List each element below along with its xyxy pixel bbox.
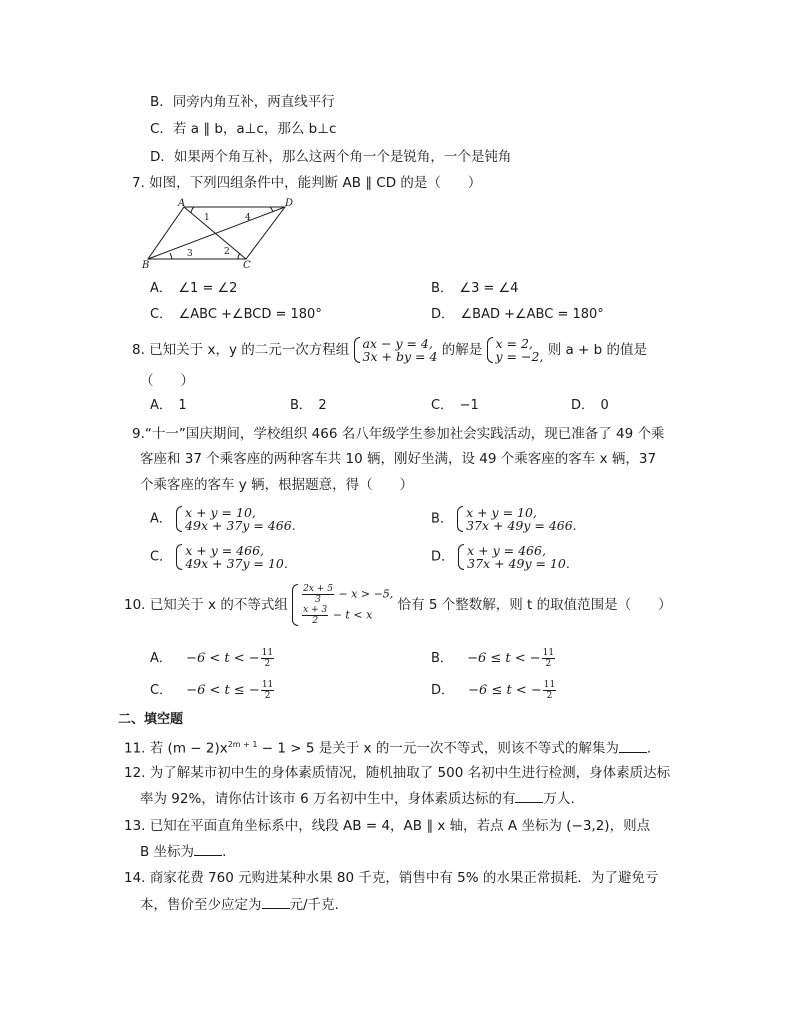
angle-2: 2 (224, 247, 230, 257)
q11-exponent: 2m + 1 (227, 740, 258, 749)
q9-b-row-1: x + y = 10, (466, 505, 537, 520)
q7-parallelogram-figure (142, 198, 302, 274)
q9-option-b (431, 506, 577, 532)
q13-line-1: 13. 已知在平面直角坐标系中，线段 AB = 4，AB ∥ x 轴，若点 A 坐标为 (−3,2)，则点 (124, 818, 651, 834)
q9-a-row-1: x + y = 10, (185, 505, 256, 520)
label-a: A (178, 198, 186, 209)
q9-d-row-2: 37x + 49y = 10. (467, 556, 570, 571)
q10-c-frac: $\frac{11}{2}$ (261, 680, 274, 701)
q9-option-c (150, 544, 288, 570)
q13-line-2-post: . (222, 844, 227, 860)
q8-option-c: C． −1 (431, 398, 479, 413)
q9-line-3: 个乘客座的客车 y 辆，根据题意，得（ ） (140, 477, 414, 493)
angle-4: 4 (245, 213, 251, 223)
q9-c-row-2: 49x + 37y = 10. (185, 556, 288, 571)
q9-b-label: B． (431, 511, 453, 527)
q11-answer-blank[interactable] (619, 740, 647, 753)
q10-b-label: B． (431, 651, 453, 666)
q8-solution (487, 337, 544, 363)
q12-line-1: 12. 为了解某市初中生的身体素质情况，随机抽取了 500 名初中生进行检测，身体素质达标 (124, 765, 671, 781)
diagonal-bd (148, 207, 285, 259)
q10-b-expr: −6 ≤ t < − (467, 651, 541, 666)
q8-system (354, 337, 438, 363)
q10-row-1 (301, 584, 393, 605)
q9-b-system (457, 506, 577, 532)
q13-answer-blank[interactable] (194, 843, 222, 856)
q9-c-label: C． (150, 549, 173, 565)
q9-d-label: D． (431, 549, 455, 565)
label-b: B (142, 260, 150, 270)
q10-frac-2: $\frac{x + 3}{2}$ (303, 605, 328, 626)
q8-mid: 的解是 (441, 342, 483, 358)
q10-a-frac: $\frac{11}{2}$ (261, 648, 274, 669)
q7-option-a: A． ∠1 = ∠2 (150, 281, 238, 296)
q7-option-c: C． ∠ABC +∠BCD = 180° (150, 307, 322, 322)
q10-system (292, 584, 393, 626)
q9-option-d (431, 544, 570, 570)
q12-answer-blank[interactable] (515, 790, 543, 803)
q11-pre: 11. 若 (m − 2)x (124, 740, 228, 757)
q10-a-expr: −6 < t < − (186, 651, 260, 666)
q10-d-label: D． (431, 683, 455, 698)
q10-post: 恰有 5 个整数解，则 t 的取值范围是（ ） (397, 597, 672, 613)
q8-pre: 8. 已知关于 x，y 的二元一次方程组 (132, 342, 350, 358)
q14-line-2-post: 元/千克. (289, 897, 339, 913)
q8-stem (132, 337, 647, 363)
q10-a-label: A． (150, 651, 172, 666)
q9-line-2: 客座和 37 个乘客座的两种客车共 10 辆，刚好坐满，设 49 个乘客座的客车 x 辆，37 (140, 451, 657, 467)
label-c: C (243, 260, 251, 270)
q11-end: . (646, 740, 652, 757)
q14-line-2-pre: 本，售价至少应定为 (140, 897, 262, 913)
q12-line-2 (140, 790, 575, 808)
q9-c-system (176, 544, 288, 570)
q6-option-b: B．同旁内角互补，两直线平行 (150, 94, 335, 110)
angle-3: 3 (187, 249, 193, 259)
q9-a-system (176, 506, 296, 532)
q13-line-2 (140, 843, 226, 861)
q8-sys-row-1: ax − y = 4, (362, 336, 433, 351)
q6-option-c: C．若 a ∥ b，a⊥c，那么 b⊥c (150, 121, 337, 137)
q9-line-1: 9.“十一”国庆期间，学校组织 466 名八年级学生参加社会实践活动，现已准备了 49 个乘 (132, 426, 665, 442)
label-d: D (285, 198, 294, 209)
q10-option-d (431, 680, 557, 701)
q9-c-row-1: x + y = 466, (185, 543, 265, 558)
q10-option-a (150, 648, 275, 669)
diagonal-ac (184, 207, 246, 259)
q14-line-1: 14. 商家花费 760 元购进某种水果 80 千克，销售中有 5% 的水果正常损耗．为了避免亏 (124, 870, 659, 886)
q9-d-system (458, 544, 570, 570)
q10-stem (124, 584, 672, 626)
q10-c-expr: −6 < t ≤ − (186, 683, 260, 698)
q13-line-2-pre: B 坐标为 (140, 844, 195, 860)
q9-b-row-2: 37x + 49y = 466. (466, 518, 577, 533)
q10-d-expr: −6 ≤ t < − (468, 683, 542, 698)
q10-d-frac: $\frac{11}{2}$ (543, 680, 556, 701)
q9-a-label: A． (150, 511, 172, 527)
q8-option-a: A． 1 (150, 398, 187, 413)
q8-sol-row-2: y = −2, (495, 349, 544, 364)
parallelogram-diagram (142, 198, 302, 270)
section-heading-fill-blank: 二、填空题 (118, 712, 184, 727)
q12-line-2-post: 万人. (543, 791, 575, 807)
q9-a-row-2: 49x + 37y = 466. (185, 518, 296, 533)
q8-paren: （ ） (140, 373, 194, 389)
q10-b-frac: $\frac{11}{2}$ (542, 648, 555, 669)
q8-sol-row-1: x = 2, (495, 336, 533, 351)
q10-pre: 10. 已知关于 x 的不等式组 (124, 597, 288, 613)
q10-row-2 (301, 605, 393, 626)
q11-post: − 1 > 5 是关于 x 的一元一次不等式，则该不等式的解集为 (257, 740, 619, 757)
q7-stem: 7. 如图，下列四组条件中，能判断 AB ∥ CD 的是（ ） (132, 175, 482, 191)
q9-d-row-1: x + y = 466, (467, 543, 546, 558)
q8-option-b: B． 2 (290, 398, 327, 413)
q6-option-d: D．如果两个角互补，那么这两个角一个是锐角，一个是钝角 (150, 149, 512, 165)
q10-row-1-rest: − x > −5, (338, 587, 394, 601)
q8-post: 则 a + b 的值是 (547, 342, 648, 358)
q10-option-b (431, 648, 556, 669)
q9-option-a (150, 506, 296, 532)
q10-c-label: C． (150, 683, 173, 698)
q10-frac-1: $\frac{2x + 5}{3}$ (303, 584, 333, 605)
q14-answer-blank[interactable] (262, 896, 290, 909)
q7-option-d: D． ∠BAD +∠ABC = 180° (431, 307, 604, 322)
q10-row-2-rest: − t < x (332, 608, 373, 622)
q14-line-2 (140, 896, 339, 914)
q11-stem (124, 736, 651, 758)
q10-option-c (150, 680, 275, 701)
q8-sys-row-2: 3x + by = 4 (362, 349, 438, 364)
q12-line-2-pre: 率为 92%，请你估计该市 6 万名初中生中，身体素质达标的有 (140, 791, 516, 807)
q7-option-b: B． ∠3 = ∠4 (431, 281, 519, 296)
angle-1: 1 (204, 213, 210, 223)
q8-option-d: D． 0 (571, 398, 609, 413)
